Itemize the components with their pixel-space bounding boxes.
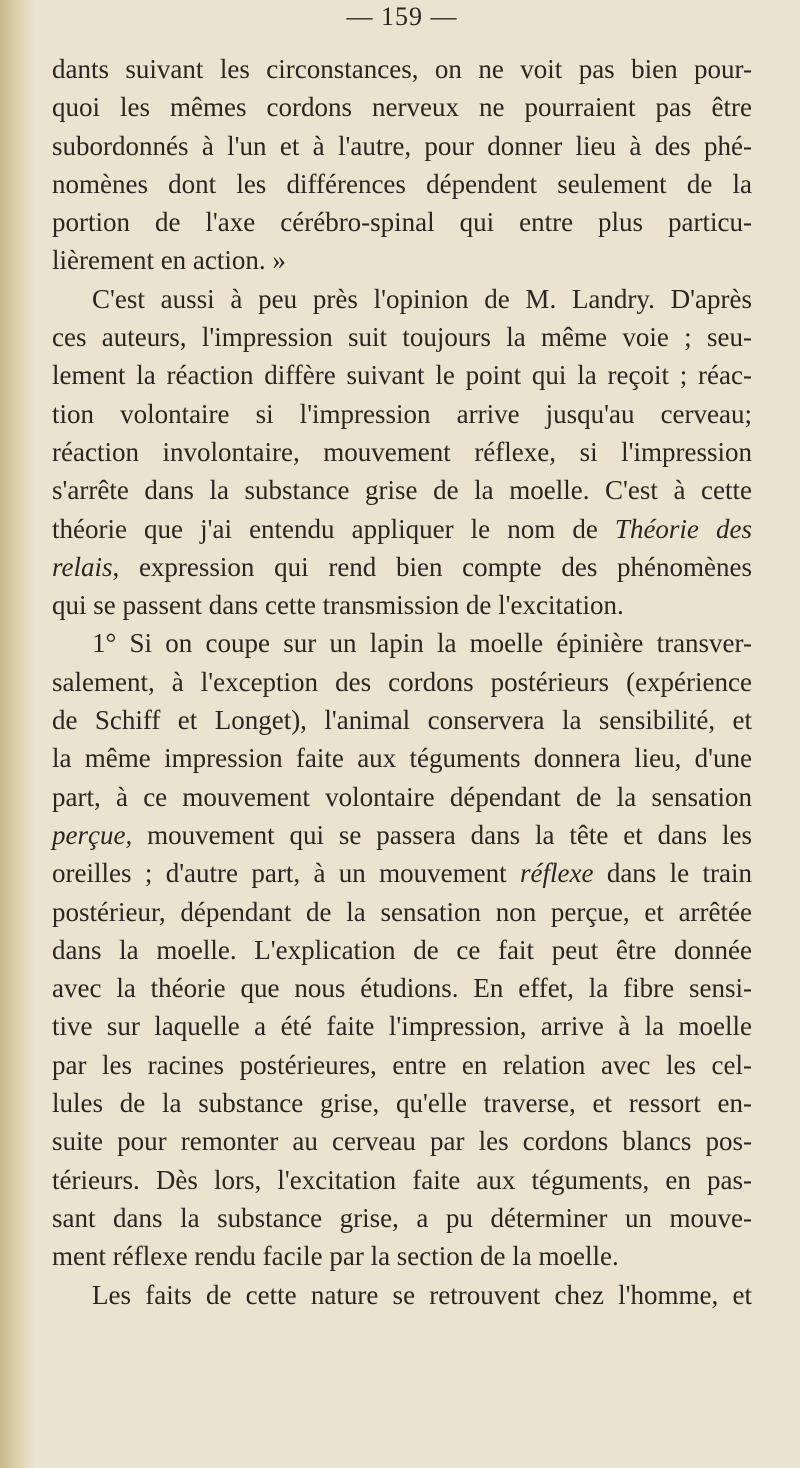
- text-line: [52, 1122, 752, 1160]
- text-line: [52, 816, 752, 854]
- book-page: [52, 0, 752, 1468]
- text-line: [52, 931, 752, 969]
- text-line: [52, 586, 752, 624]
- text-segment: sant dans la substance grise, a pu déterminer un mouve-: [52, 1202, 752, 1233]
- text-line: [52, 510, 752, 548]
- text-line: [52, 1007, 752, 1045]
- text-line: [52, 395, 752, 433]
- text-line: [52, 165, 752, 203]
- text-line: [52, 1276, 752, 1314]
- text-line: [52, 280, 752, 318]
- text-segment: salement, à l'exception des cordons postérieurs (expérience: [52, 666, 752, 697]
- italic-text: perçue,: [52, 819, 133, 850]
- text-line: [52, 433, 752, 471]
- text-segment: lules de la substance grise, qu'elle traverse, et ressort en-: [52, 1088, 752, 1119]
- text-line: [52, 1161, 752, 1199]
- text-line: [52, 969, 752, 1007]
- text-segment: mouvement qui se passera dans la tête et dans les: [132, 819, 752, 850]
- text-line: [52, 739, 752, 777]
- text-line: [52, 663, 752, 701]
- text-line: [52, 203, 752, 241]
- text-line: [52, 127, 752, 165]
- text-line: [52, 88, 752, 126]
- text-line: [52, 778, 752, 816]
- text-segment: part, à ce mouvement volontaire dépendant de la sensation: [52, 781, 752, 812]
- italic-text: relais: [52, 551, 113, 582]
- text-segment: suite pour remonter au cerveau par les cordons blancs pos-: [52, 1126, 752, 1157]
- text-line: [52, 854, 752, 892]
- text-segment: théorie que j'ai entendu appliquer le nom de: [52, 513, 615, 544]
- text-segment: oreilles ; d'autre part, à un mouvement: [52, 858, 520, 889]
- page-number: — 159 —: [346, 2, 458, 31]
- italic-text: réflexe: [520, 858, 594, 889]
- text-segment: 1° Si on coupe sur un lapin la moelle épinière transver-: [92, 628, 752, 659]
- text-segment: lièrement en action. »: [52, 245, 286, 276]
- text-line: [52, 50, 752, 88]
- italic-text: Théorie des: [614, 513, 752, 544]
- text-segment: réaction involontaire, mouvement réflexe, si l'impression: [52, 436, 752, 467]
- text-segment: nomènes dont les différences dépendent seulement de la: [52, 168, 752, 199]
- text-line: [52, 241, 752, 279]
- text-segment: qui se passent dans cette transmission de l'excitation.: [52, 590, 624, 621]
- text-line: [52, 893, 752, 931]
- text-line: [52, 356, 752, 394]
- text-segment: avec la théorie que nous étudions. En effet, la fibre sensi-: [52, 973, 752, 1004]
- text-segment: tion volontaire si l'impression arrive jusqu'au cerveau;: [52, 398, 752, 429]
- text-segment: térieurs. Dès lors, l'excitation faite aux téguments, en pas-: [52, 1164, 752, 1195]
- text-line: [52, 1046, 752, 1084]
- text-segment: C'est aussi à peu près l'opinion de M. Landry. D'après: [92, 283, 752, 314]
- text-line: [52, 624, 752, 662]
- text-segment: ces auteurs, l'impression suit toujours la même voie ; seu-: [52, 322, 752, 353]
- text-line: [52, 318, 752, 356]
- body-text: [52, 50, 752, 1314]
- text-segment: , expression qui rend bien compte des phénomènes: [112, 551, 752, 582]
- page-binding-edge: [0, 0, 34, 1468]
- text-segment: de Schiff et Longet), l'animal conservera la sensibilité, et: [52, 705, 752, 736]
- text-segment: dans la moelle. L'explication de ce fait peut être donnée: [52, 934, 752, 965]
- text-segment: postérieur, dépendant de la sensation non perçue, et arrêtée: [52, 896, 752, 927]
- text-line: [52, 701, 752, 739]
- text-line: [52, 548, 752, 586]
- text-segment: subordonnés à l'un et à l'autre, pour donner lieu à des phé-: [52, 130, 752, 161]
- text-segment: lement la réaction diffère suivant le point qui la reçoit ; réac-: [52, 360, 752, 391]
- text-segment: portion de l'axe cérébro-spinal qui entre plus particu-: [52, 207, 752, 238]
- text-segment: ment réflexe rendu facile par la section de la moelle.: [52, 1241, 619, 1272]
- text-line: [52, 1084, 752, 1122]
- text-segment: quoi les mêmes cordons nerveux ne pourraient pas être: [52, 92, 752, 123]
- text-segment: dans le train: [593, 858, 752, 889]
- text-line: [52, 1199, 752, 1237]
- text-segment: tive sur laquelle a été faite l'impression, arrive à la moelle: [52, 1011, 752, 1042]
- text-segment: Les faits de cette nature se retrouvent chez l'homme, et: [92, 1279, 752, 1310]
- text-line: [52, 1237, 752, 1275]
- text-segment: dants suivant les circonstances, on ne voit pas bien pour-: [52, 54, 752, 84]
- text-line: [52, 471, 752, 509]
- text-segment: par les racines postérieures, entre en relation avec les cel-: [52, 1049, 752, 1080]
- text-segment: s'arrête dans la substance grise de la moelle. C'est à cette: [52, 475, 752, 506]
- text-segment: la même impression faite aux téguments donnera lieu, d'une: [52, 743, 752, 774]
